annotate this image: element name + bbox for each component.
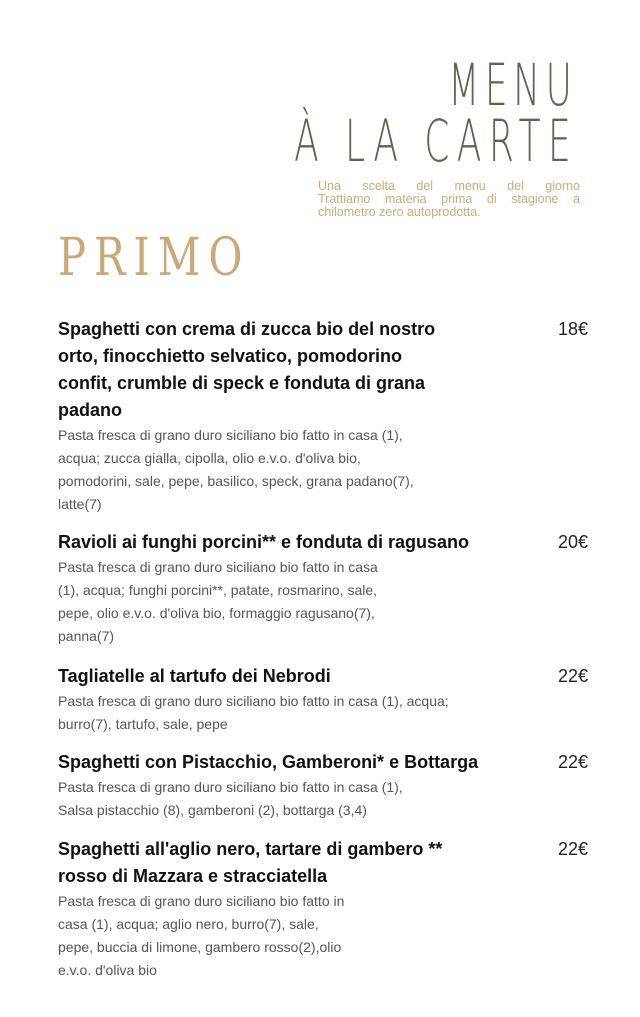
item-description [58,776,588,822]
menu-item [58,529,588,648]
item-description-line: pepe, buccia di limone, gambero rosso(2),olio [58,939,342,955]
item-price: 22€ [557,752,588,772]
item-name-line: rosso di Mazzara e stracciatella [58,866,328,886]
item-description-line: acqua; zucca gialla, cipolla, olio e.v.o. d'oliva bio, [58,450,361,466]
item-name-line: orto, finocchietto selvatico, pomodorino [58,346,403,366]
menu-item [58,749,588,822]
item-name-line: Ravioli ai funghi porcini** e fonduta di ragusano [58,532,470,552]
item-description-line: Pasta fresca di grano duro siciliano bio fatto in casa (1), [58,427,403,443]
item-price: 20€ [557,532,588,552]
item-description-line: e.v.o. d'oliva bio [58,962,157,978]
item-description-line: panna(7) [58,628,115,644]
item-description-line: (1), acqua; funghi porcini**, patate, rosmarino, sale, [58,582,378,598]
item-description-line: Pasta fresca di grano duro siciliano bio fatto in casa [58,559,378,575]
subtitle-line: Una scelta del menu del giorno [318,179,580,193]
item-description-line: Pasta fresca di grano duro siciliano bio fatto in casa (1), acqua; [58,693,449,709]
item-name [58,749,588,776]
item-description [58,424,588,516]
item-description-line: Salsa pistacchio (8), gamberoni (2), bottarga (3,4) [58,802,367,818]
menu-item [58,316,588,516]
menu-item [58,836,588,982]
item-name [58,316,588,424]
menu-item [58,663,588,736]
subtitle-line: chilometro zero autoprodotta. [318,205,481,219]
section-title: PRIMO [58,228,251,288]
item-name [58,836,588,890]
item-description [58,556,588,648]
item-price: 22€ [557,839,588,859]
item-name-line: Tagliatelle al tartufo dei Nebrodi [58,666,331,686]
item-description-line: pepe, olio e.v.o. d'oliva bio, formaggio ragusano(7), [58,605,375,621]
item-description-line: pomodorini, sale, pepe, basilico, speck, grana padano(7), [58,473,414,489]
subtitle-line: Trattiamo materia prima di stagione a [318,192,580,206]
a-la-carte-title: À LA CARTE [293,107,578,175]
item-description-line: casa (1), acqua; aglio nero, burro(7), sale, [58,916,319,932]
item-description [58,690,588,736]
item-name-line: Spaghetti all'aglio nero, tartare di gambero ** [58,839,443,859]
item-name-line: confit, crumble di speck e fonduta di grana [58,373,426,393]
item-description-line: Pasta fresca di grano duro siciliano bio fatto in [58,893,345,909]
item-name [58,529,588,556]
item-description-line: Pasta fresca di grano duro siciliano bio fatto in casa (1), [58,779,403,795]
item-description-line: burro(7), tartufo, sale, pepe [58,716,228,732]
item-name-line: padano [58,400,123,420]
menu-title: MENU [448,51,578,119]
item-description-line: latte(7) [58,496,102,512]
subtitle [318,180,580,219]
item-name [58,663,588,690]
item-price: 18€ [557,319,588,339]
item-name-line: Spaghetti con crema di zucca bio del nostro [58,319,436,339]
item-description [58,890,588,982]
item-name-line: Spaghetti con Pistacchio, Gamberoni* e Bottarga [58,752,479,772]
item-price: 22€ [557,666,588,686]
